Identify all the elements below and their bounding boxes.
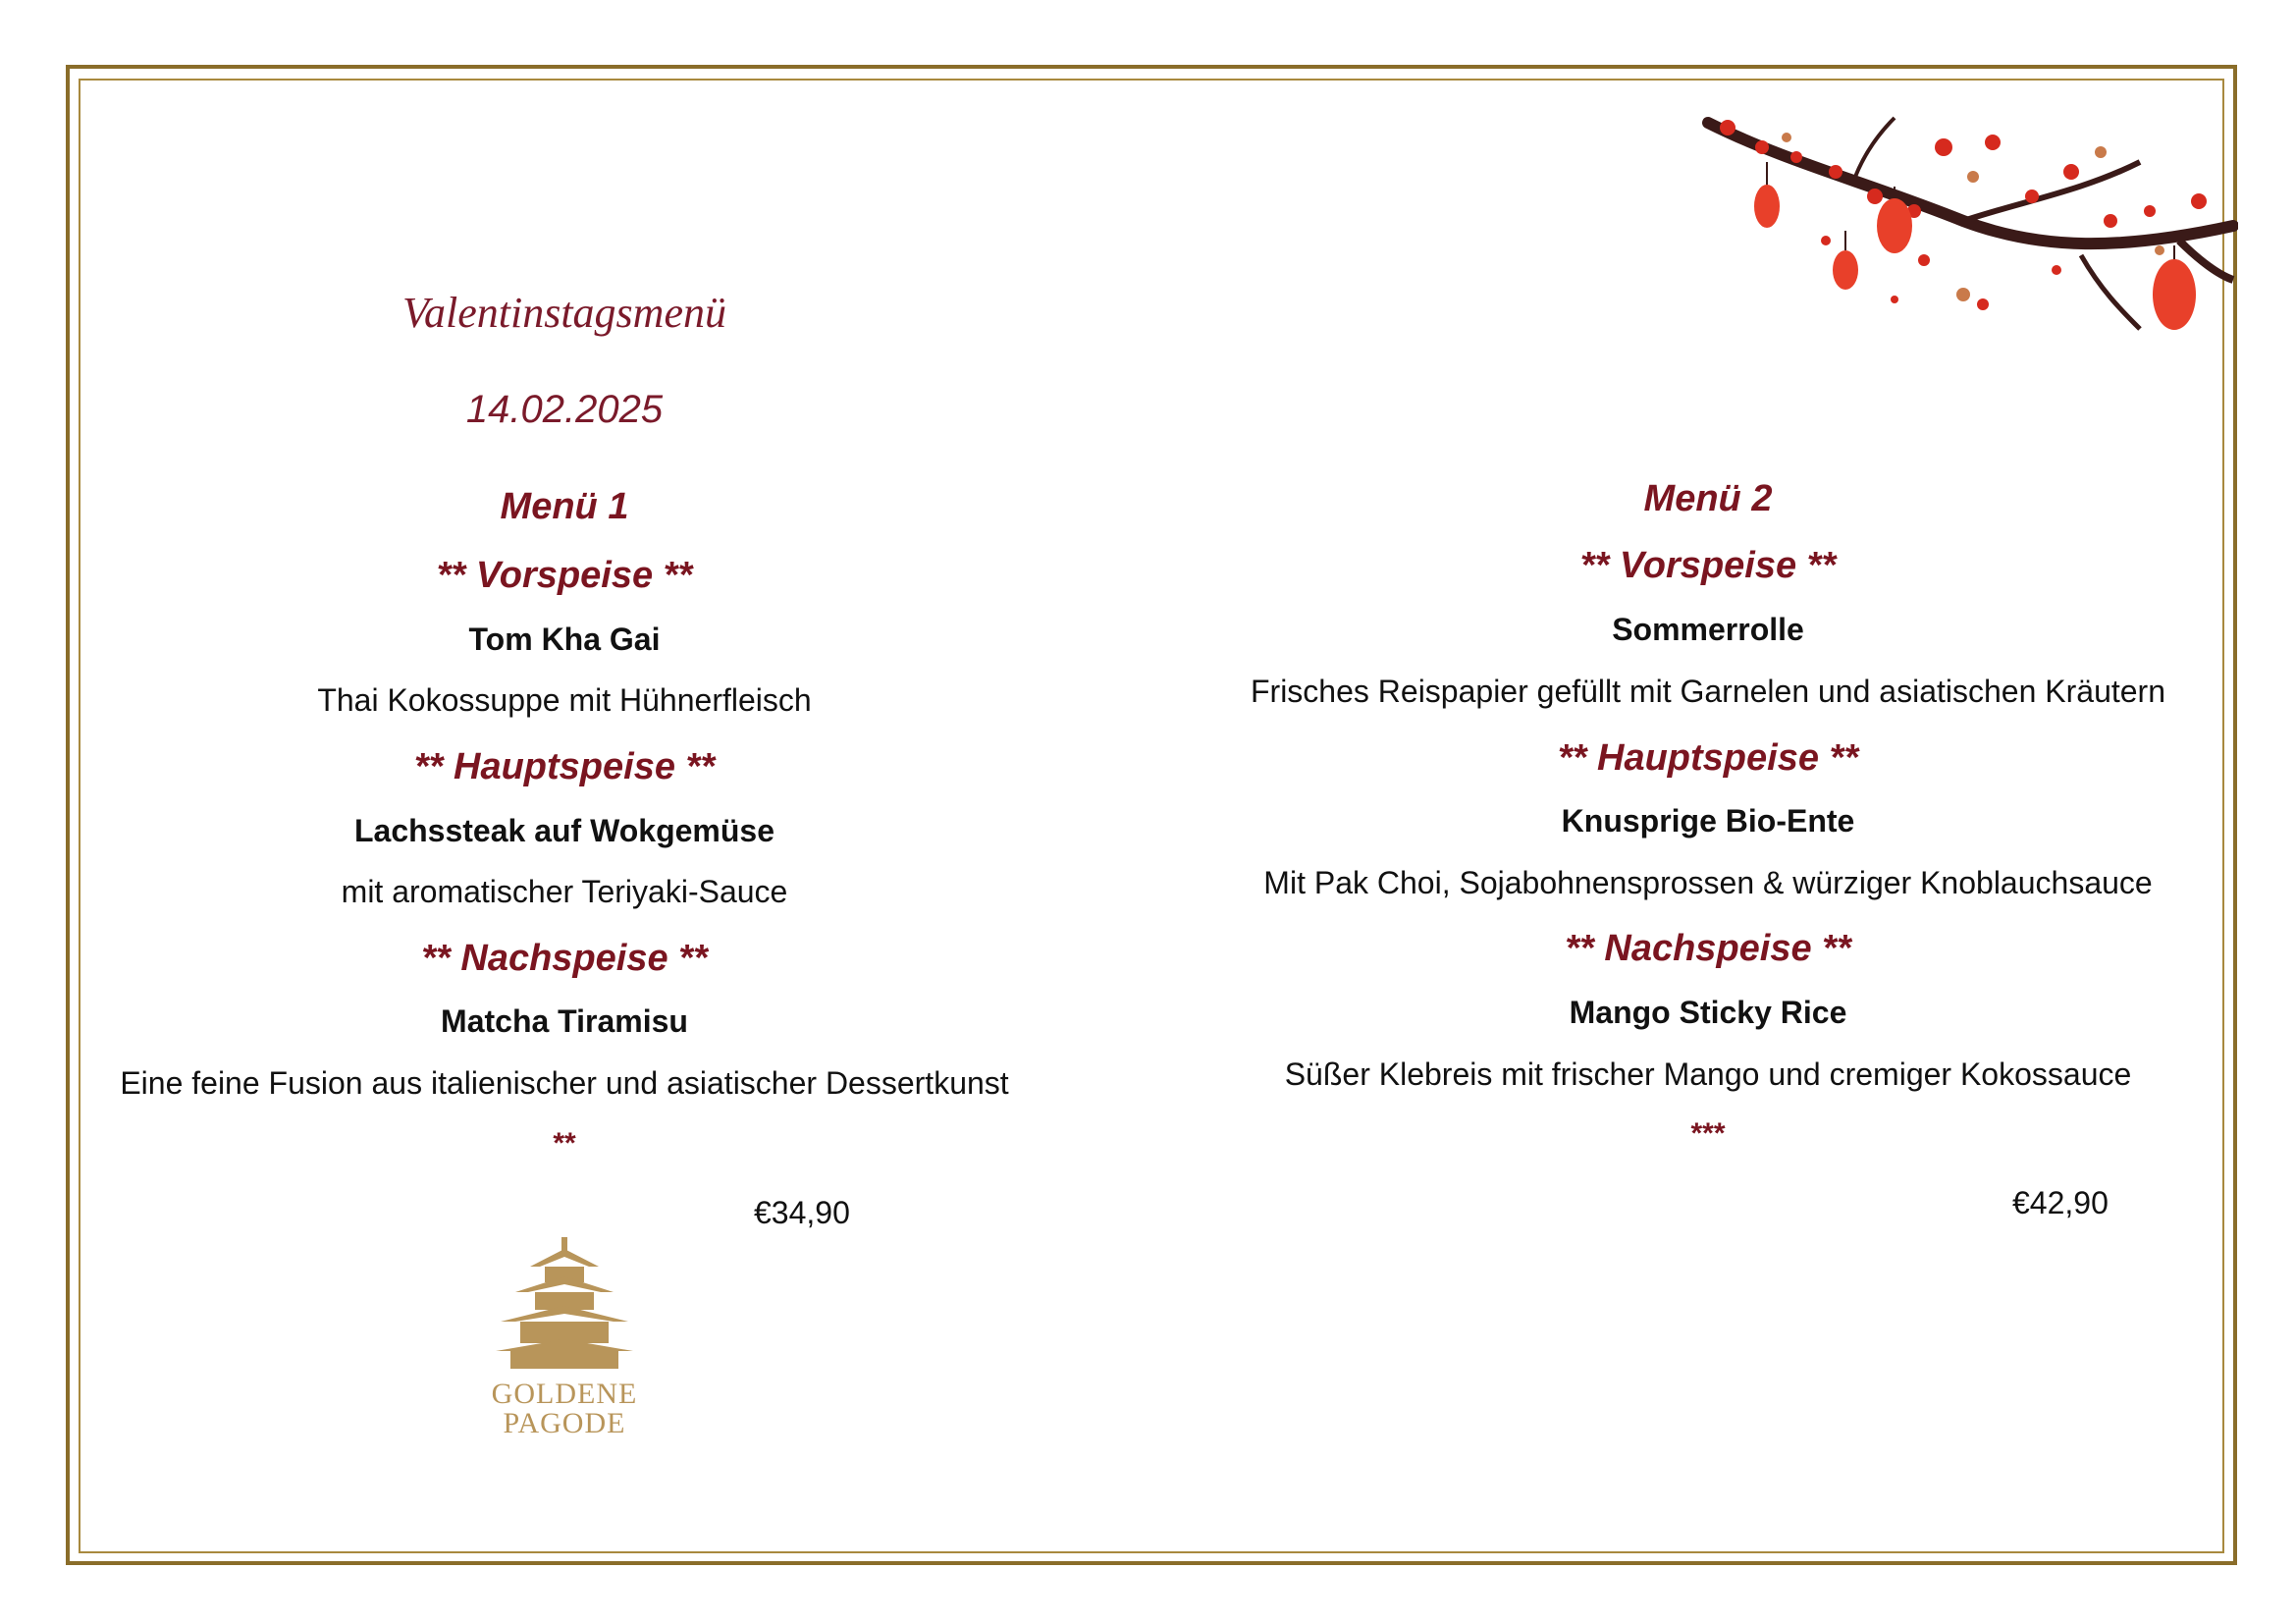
menu1-starter-desc: Thai Kokossuppe mit Hühnerfleisch: [317, 682, 812, 718]
logo-line1: GOLDENE: [491, 1378, 638, 1410]
logo-line2: PAGODE: [503, 1407, 626, 1439]
page-title: Valentinstagsmenü: [402, 289, 726, 337]
menu1-end-stars: **: [553, 1127, 576, 1160]
menu2-starter-desc: Frisches Reispapier gefüllt mit Garnelen und asiatischen Kräutern: [1250, 674, 2165, 709]
menu1-starter-dish: Tom Kha Gai: [468, 622, 661, 657]
menu2-starter-heading: ** Vorspeise **: [1579, 545, 1837, 586]
menu1-title: Menü 1: [500, 486, 629, 527]
menu2-title: Menü 2: [1643, 478, 1773, 519]
menu1-column: [88, 0, 1041, 1276]
menu2-dessert-dish: Mango Sticky Rice: [1569, 995, 1847, 1030]
menu2-starter-dish: Sommerrolle: [1612, 612, 1804, 647]
menu1-dessert-heading: ** Nachspeise **: [421, 938, 708, 979]
menu1-main-heading: ** Hauptspeise **: [413, 746, 716, 787]
menu1-price: €34,90: [754, 1195, 850, 1230]
event-date: 14.02.2025: [465, 388, 664, 431]
menu2-main-heading: ** Hauptspeise **: [1557, 737, 1859, 779]
menu2-dessert-desc: Süßer Klebreis mit frischer Mango und cremiger Kokossauce: [1284, 1056, 2132, 1092]
menu2-column: [1207, 0, 2209, 1276]
menu2-main-desc: Mit Pak Choi, Sojabohnensprossen & würziger Knoblauchsauce: [1263, 865, 2153, 900]
logo: [471, 1237, 658, 1439]
menu2-end-stars: ***: [1690, 1117, 1726, 1150]
pagoda-icon: [471, 1237, 658, 1375]
menu2-dessert-heading: ** Nachspeise **: [1565, 928, 1851, 969]
menu1-dessert-dish: Matcha Tiramisu: [441, 1003, 688, 1039]
menu2-main-dish: Knusprige Bio-Ente: [1561, 803, 1855, 839]
menu1-main-desc: mit aromatischer Teriyaki-Sauce: [341, 874, 788, 909]
menu2-price: €42,90: [2012, 1185, 2109, 1220]
menu1-dessert-desc: Eine feine Fusion aus italienischer und asiatischer Dessertkunst: [120, 1065, 1009, 1101]
menu1-main-dish: Lachssteak auf Wokgemüse: [353, 813, 774, 848]
menu1-starter-heading: ** Vorspeise **: [436, 555, 693, 596]
